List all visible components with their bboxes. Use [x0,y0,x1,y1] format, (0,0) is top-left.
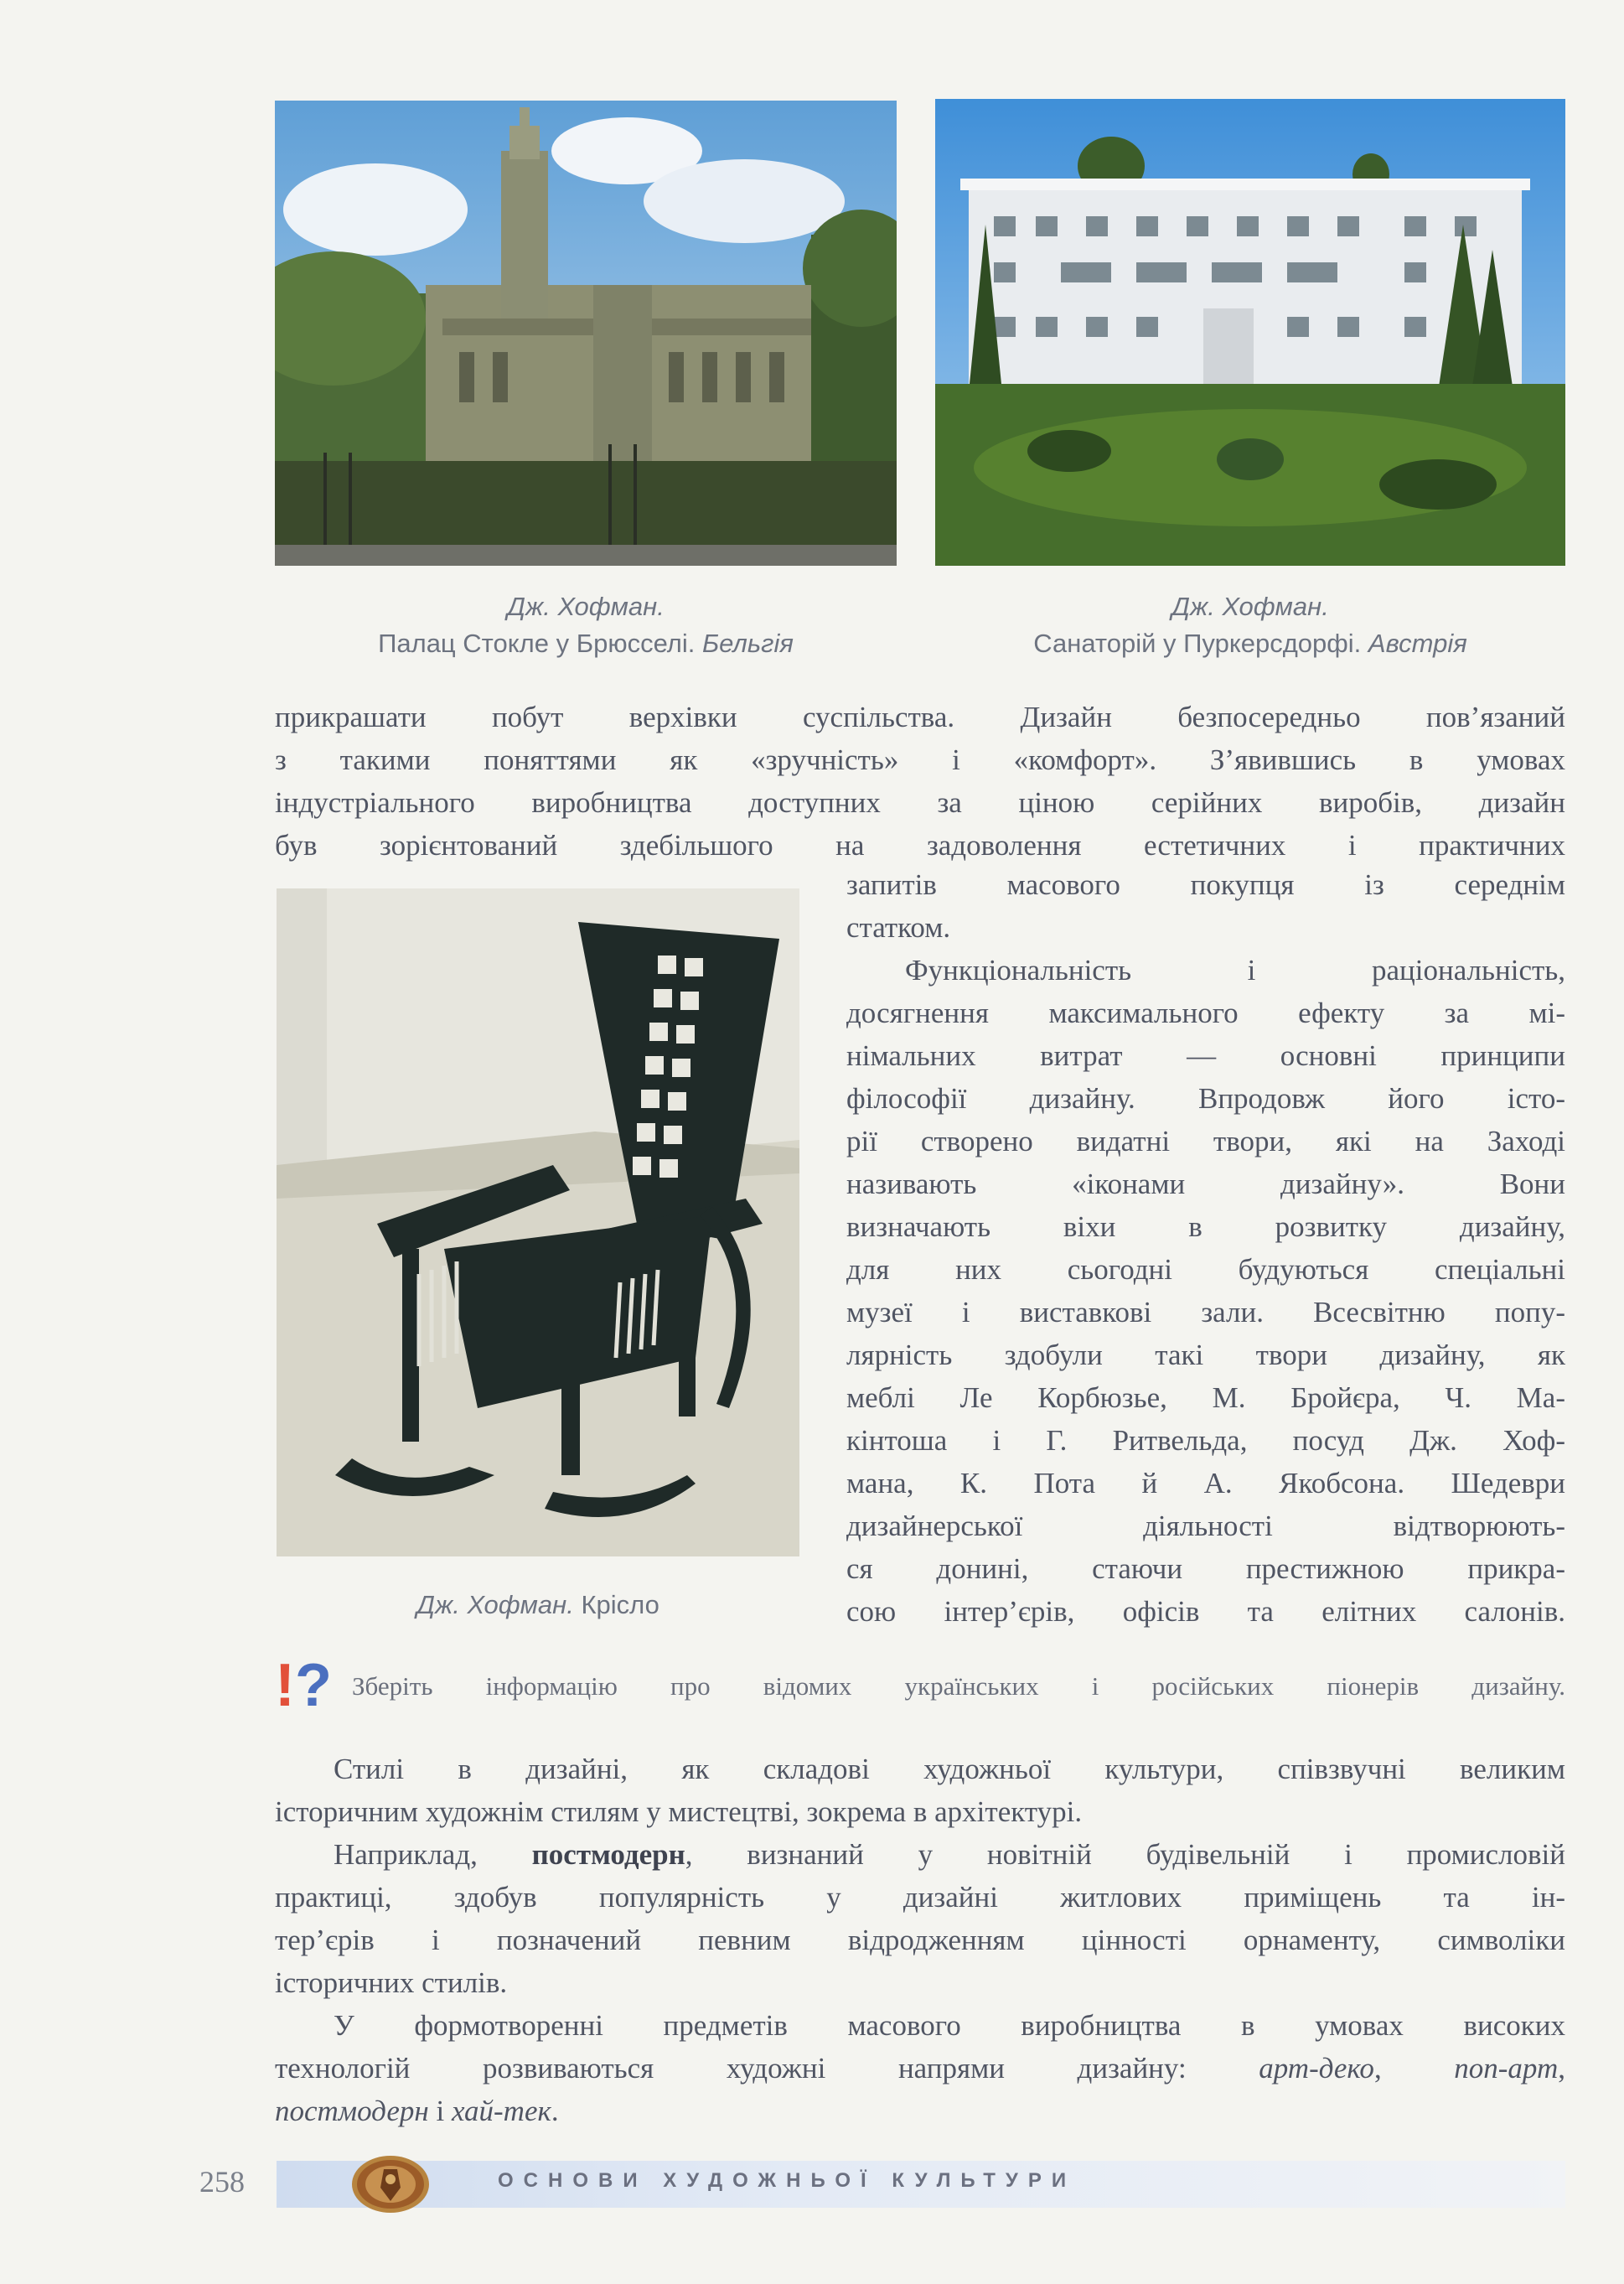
text-line: Наприклад, постмодерн, визнаний у новітній будівельній і промисловій [334,1838,1566,1871]
text-line: кінтоша і Г. Ритвельда, посуд Дж. Хоф- [846,1424,1565,1457]
text-line: тер’єрів і позначений певним відродженням цінності орнаменту, символіки [275,1924,1565,1956]
text-line: статком. [846,911,951,944]
sanatorium-caption [935,588,1565,662]
question-task [275,1652,1565,1719]
caption-title: Крісло [581,1590,659,1619]
text-line: лярність здобули такі твори дизайну, як [846,1339,1565,1371]
text-line: німальних витрат — основні принципи [846,1039,1565,1072]
paragraph-design-styles [275,1748,1565,2132]
term-postmodern: постмодерн [531,1838,685,1871]
text-line: музеї і виставкові зали. Всесвітню попу- [846,1296,1565,1328]
text-line: мана, К. Пота й А. Якобсона. Шедеври [846,1467,1565,1499]
book-title: ОСНОВИ ХУДОЖНЬОЇ КУЛЬТУРИ [498,2169,1077,2192]
text-line: меблі Ле Корбюзье, М. Бройєра, Ч. Ма- [846,1381,1565,1414]
text-line: запитів масового покупця із середнім [846,868,1565,901]
text-line: індустріального виробництва доступних за ціною серійних виробів, дизайн [275,786,1565,819]
text-line: з такими поняттями як «зручність» і «комфорт». З’явившись в умовах [275,743,1565,776]
caption-title: Санаторій у Пуркерсдорфі. [1033,629,1362,658]
stoclet-caption [275,588,897,662]
caption-location: Австрія [1368,629,1467,658]
purkersdorf-sanatorium-photo [935,99,1565,566]
text-line: постмодерн і хай-тек. [275,2095,559,2127]
stoclet-palace-photo [275,101,897,566]
text-line: ся донині, стаючи престижною прикра- [846,1552,1565,1585]
text-line: прикрашати побут верхівки суспільства. Дизайн безпосередньо пов’язаний [275,701,1565,733]
caption-title: Палац Стокле у Брюсселі. [378,629,696,658]
text-line: Функціональність і раціональність, [905,954,1565,987]
text-line: визначають віхи в розвитку дизайну, [846,1210,1565,1243]
text-line: сою інтер’єрів, офісів та елітних салонів. [846,1595,1565,1628]
text-line: досягнення максимального ефекту за мі- [846,997,1565,1029]
hoffmann-chair-photo [277,888,799,1556]
text-line: називають «іконами дизайну». Вони [846,1168,1565,1200]
text-line: Стилі в дизайні, як складові художньої культури, співзвучні великим [334,1753,1565,1785]
chair-caption [277,1587,799,1624]
page-footer [199,2154,1565,2214]
text-line: практиці, здобув популярність у дизайні житлових приміщень та ін- [275,1881,1565,1914]
paragraph-design-philosophy [846,863,1565,1633]
text-line: був зорієнтований здебільшого на задоволення естетичних і практичних [275,829,1565,862]
text-line: історичних стилів. [275,1966,508,1999]
caption-author: Дж. Хофман. [1171,592,1329,621]
caption-author: Дж. Хофман. [416,1590,574,1619]
emblem-icon [350,2154,431,2214]
question-text: Зберіть інформацію про відомих українських і російських піонерів дизайну. [352,1671,1565,1701]
text-line: історичним художнім стилям у мистецтві, зокрема в архітектурі. [275,1795,1083,1828]
text-line: дизайнерської діяльності відтворюють- [846,1510,1565,1542]
text-line: для них сьогодні будуються спеціальні [846,1253,1565,1286]
text-line: рії створено видатні твори, які на Заході [846,1125,1565,1158]
caption-author: Дж. Хофман. [507,592,665,621]
text-line: технологій розвиваються художні напрями дизайну: арт-деко, поп-арт, [275,2052,1566,2085]
question-mark-icon: !? [275,1652,332,1719]
caption-location: Бельгія [702,629,794,658]
text-line: філософії дизайну. Впродовж його істо- [846,1082,1565,1115]
text-line: У формотворенні предметів масового виробництва в умовах високих [334,2009,1565,2042]
page-number: 258 [199,2165,245,2199]
paragraph-intro [275,696,1565,867]
